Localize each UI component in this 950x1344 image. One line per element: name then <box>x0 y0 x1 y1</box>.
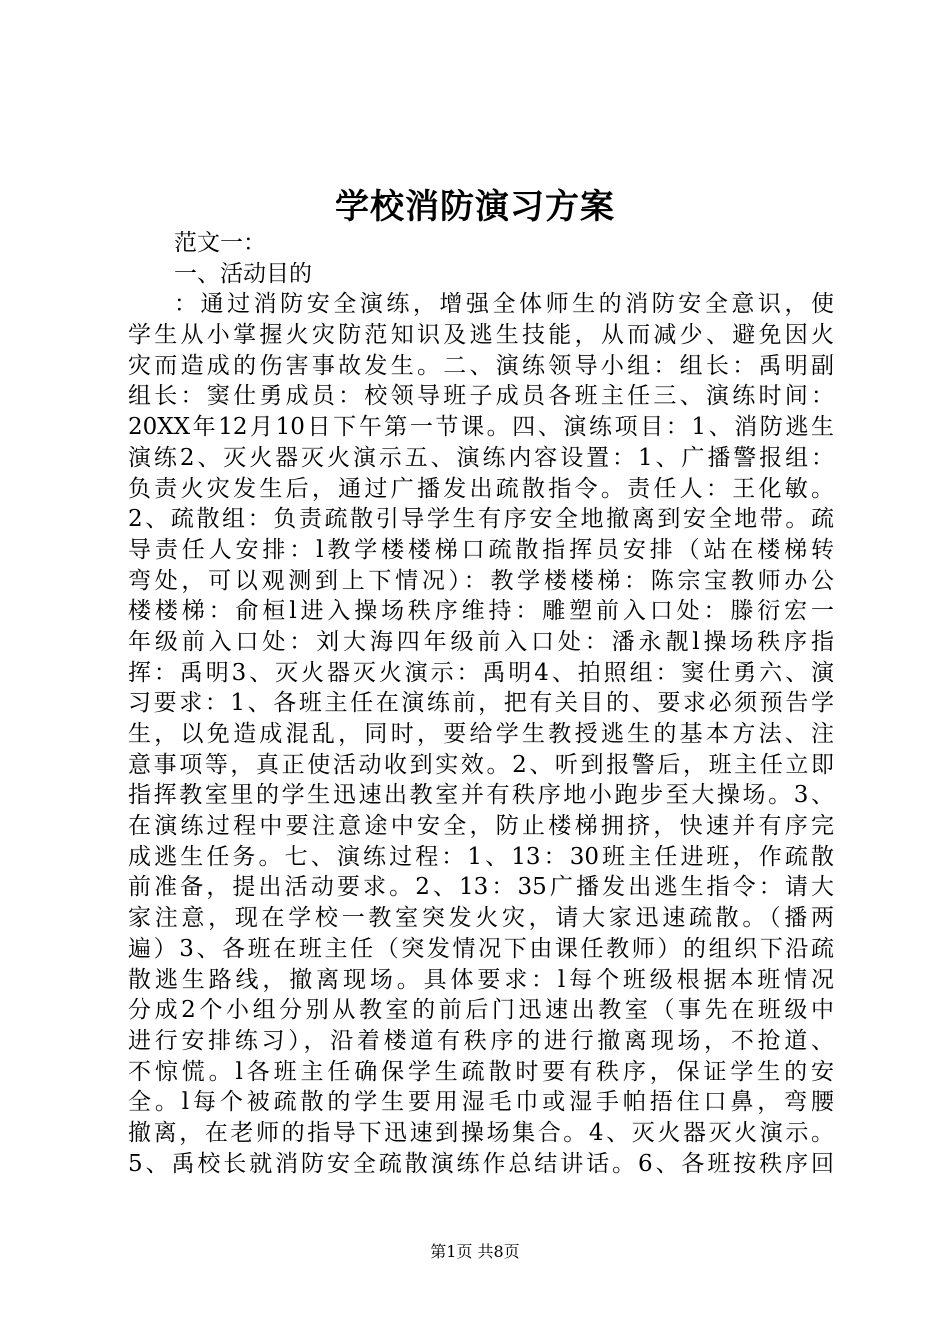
text-line: 指挥教室里的学生迅速出教室并有秩序地小跑步至大操场。3、 <box>128 782 834 809</box>
text-line: 家注意，现在学校一教室突发火灾，请大家迅速疏散。（播两 <box>128 905 834 932</box>
text-line: 习要求：1、各班主任在演练前，把有关目的、要求必须预告学 <box>128 690 834 717</box>
text-line: 弯处，可以观测到上下情况）：教学楼楼梯：陈宗宝教师办公 <box>128 567 834 594</box>
page-number-footer: 第1页 共8页 <box>430 1242 520 1261</box>
text-line: 范文一： <box>174 230 266 256</box>
text-line: 全。l每个被疏散的学生要用湿毛巾或湿手帕捂住口鼻，弯腰 <box>128 1089 834 1116</box>
text-line: 负责火灾发生后，通过广播发出疏散指令。责任人：王化敏。 <box>128 475 834 502</box>
text-line: 组长：窦仕勇成员：校领导班子成员各班主任三、演练时间： <box>128 383 834 410</box>
text-line: 生，以免造成混乱，同时，要给学生教授逃生的基本方法、注 <box>128 721 834 747</box>
text-line: 散逃生路线，撤离现场。具体要求：l每个班级根据本班情况 <box>128 966 834 993</box>
text-line: 撤离，在老师的指导下迅速到操场集合。4、灭火器灭火演示。 <box>128 1119 834 1146</box>
text-line: 学生从小掌握火灾防范知识及逃生技能，从而减少、避免因火 <box>128 322 834 349</box>
text-line: 在演练过程中要注意途中安全，防止楼梯拥挤，快速并有序完 <box>128 813 834 840</box>
text-line: 一、活动目的 <box>174 260 312 287</box>
text-line: 进行安排练习），沿着楼道有秩序的进行撤离现场，不抢道、 <box>128 1027 834 1054</box>
text-line: 遍）3、各班在班主任（突发情况下由课任教师）的组织下沿疏 <box>128 935 834 962</box>
text-line: ：通过消防安全演练，增强全体师生的消防安全意识，使 <box>174 291 834 318</box>
text-line: 挥：禹明3、灭火器灭火演示：禹明4、拍照组：窦仕勇六、演 <box>128 659 834 686</box>
text-line: 成逃生任务。七、演练过程：1、13：30班主任进班，作疏散 <box>128 843 834 870</box>
text-line: 20XX年12月10日下午第一节课。四、演练项目：1、消防逃生 <box>128 414 834 441</box>
document-body <box>128 228 834 1179</box>
text-line: 5、禹校长就消防安全疏散演练作总结讲话。6、各班按秩序回 <box>128 1150 834 1177</box>
text-line: 楼楼梯：俞桓l进入操场秩序维持：雕塑前入口处：滕衍宏一 <box>128 598 834 625</box>
text-line: 意事项等，真正使活动收到实效。2、听到报警后，班主任立即 <box>128 751 834 778</box>
text-line: 分成2个小组分别从教室的前后门迅速出教室（事先在班级中 <box>128 997 834 1024</box>
text-line: 不惊慌。l各班主任确保学生疏散时要有秩序，保证学生的安 <box>128 1058 834 1085</box>
text-line: 灾而造成的伤害事故发生。二、演练领导小组：组长：禹明副 <box>128 352 834 379</box>
text-line: 演练2、灭火器灭火演示五、演练内容设置：1、广播警报组： <box>128 444 834 471</box>
text-line: 导责任人安排：l教学楼楼梯口疏散指挥员安排（站在楼梯转 <box>128 536 834 563</box>
text-line: 年级前入口处：刘大海四年级前入口处：潘永靓l操场秩序指 <box>128 628 834 655</box>
text-line: 前准备，提出活动要求。2、13：35广播发出逃生指令：请大 <box>128 874 834 901</box>
text-line: 2、疏散组：负责疏散引导学生有序安全地撤离到安全地带。疏 <box>128 506 834 533</box>
document-title: 学校消防演习方案 <box>335 187 615 227</box>
